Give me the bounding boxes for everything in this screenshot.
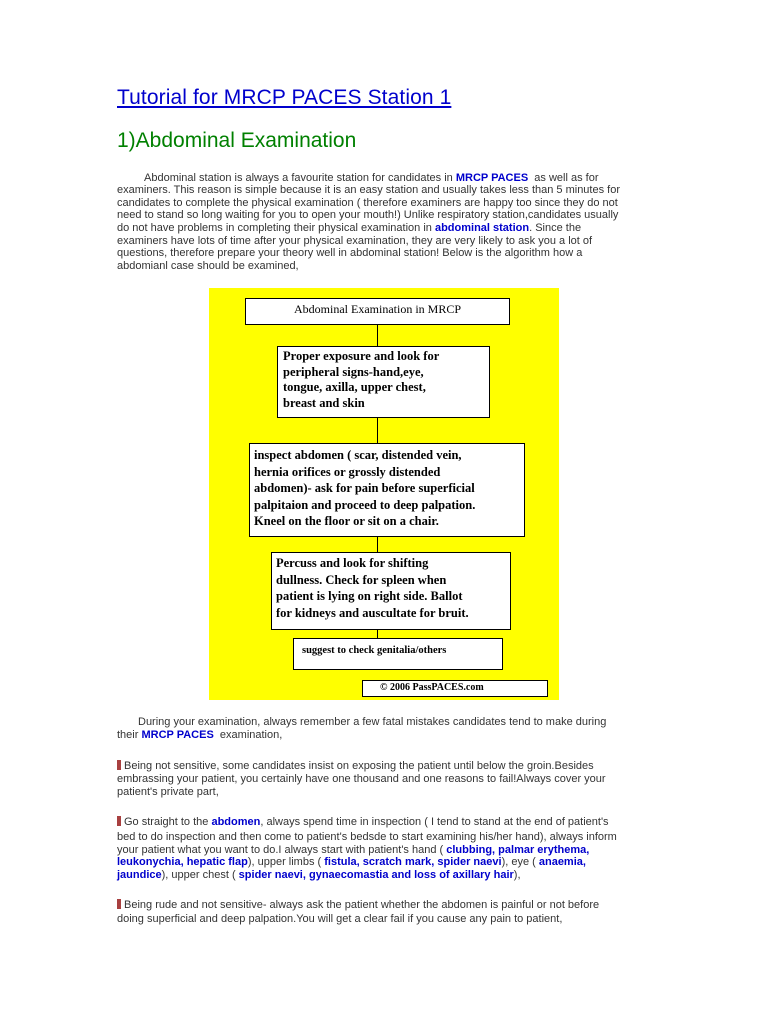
bullet-icon bbox=[117, 760, 121, 770]
flowchart-step-exposure: Proper exposure and look for peripheral signs-hand,eye, tongue, axilla, upper chest, breast and skin bbox=[277, 346, 490, 418]
point-2-line-3: your patient what you want to do.I always start with patient's hand ( clubbing, palmar erythema, bbox=[117, 844, 590, 856]
intro-line-3: candidates to complete the physical examination ( therefore examiners are happy too since they do not bbox=[117, 197, 618, 209]
flowchart-copyright: © 2006 PassPACES.com bbox=[362, 680, 548, 697]
intro-line-7: questions, therefore prepare your theory well in abdominal station! Below is the algorithm how a bbox=[117, 247, 583, 259]
flowchart-header-box: Abdominal Examination in MRCP bbox=[245, 298, 510, 325]
keyword-abdominal-station: abdominal station bbox=[434, 222, 530, 234]
during-line-1: During your examination, always remember a few fatal mistakes candidates tend to make during bbox=[138, 716, 607, 728]
bullet-icon bbox=[117, 816, 121, 826]
intro-line-5: do not have problems in completing their physical examination in abdominal station. Since the bbox=[117, 222, 582, 234]
flowchart-image bbox=[209, 288, 559, 700]
point-2-line-1: Go straight to the abdomen, always spend time in inspection ( I tend to stand at the end of patient's bbox=[117, 816, 609, 828]
flow-connector bbox=[377, 630, 378, 638]
intro-line-4: need to stand so long waiting for you to open your mouth!) Unlike respiratory station,candidates usually bbox=[117, 209, 619, 221]
keyword-abdomen: abdomen bbox=[211, 816, 261, 828]
point-2-line-4: leukonychia, hepatic flap), upper limbs ( fistula, scratch mark, spider naevi), eye ( anaemia, bbox=[117, 856, 586, 868]
intro-line-8: abdomianl case should be examined, bbox=[117, 260, 299, 272]
during-line-2: their MRCP PACES examination, bbox=[117, 729, 283, 741]
flowchart-step-percuss: Percuss and look for shifting dullness. Check for spleen when patient is lying on right side. Ballot for kidneys and auscultate for bruit. bbox=[271, 552, 511, 630]
point-2-line-5: jaundice), upper chest ( spider naevi, gynaecomastia and loss of axillary hair), bbox=[117, 869, 521, 881]
page-title[interactable]: Tutorial for MRCP PACES Station 1 bbox=[117, 86, 452, 109]
flowchart-step-inspect: inspect abdomen ( scar, distended vein, hernia orifices or grossly distended abdomen)- ask for pain before superficial palpitaion and proceed to deep palpation. Kneel on the floor or sit on a chair. bbox=[249, 443, 525, 537]
keyword-mrcp-paces: MRCP PACES bbox=[141, 729, 214, 741]
intro-line-2: examiners. This reason is simple because it is an easy station and usually takes less than 5 minutes for bbox=[117, 184, 620, 196]
point-1-line-1: Being not sensitive, some candidates insist on exposing the patient until below the groin.Besides bbox=[117, 760, 594, 772]
point-1-line-3: patient's private part, bbox=[117, 786, 219, 798]
point-3-line-2: doing superficial and deep palpation.You will get a clear fail if you cause any pain to patient, bbox=[117, 913, 563, 925]
flowchart-step-genitalia: suggest to check genitalia/others bbox=[293, 638, 503, 670]
flow-connector bbox=[377, 325, 378, 346]
point-1-line-2: embrassing your patient, you certainly have one thousand and one reasons to fail!Always cover your bbox=[117, 773, 606, 785]
flow-connector bbox=[377, 418, 378, 443]
intro-line-6: examiners have lots of time after your physical examination, they are very likely to ask you a lot of bbox=[117, 235, 593, 247]
point-2-line-2: bed to do inspection and then come to patient's bedsde to start examining his/her hand), always inform bbox=[117, 831, 617, 843]
section-heading: 1)Abdominal Examination bbox=[117, 129, 357, 152]
intro-line-1: Abdominal station is always a favourite station for candidates in MRCP PACES as well as for bbox=[144, 172, 599, 184]
flow-connector bbox=[377, 537, 378, 552]
bullet-icon bbox=[117, 899, 121, 909]
point-3-line-1: Being rude and not sensitive- always ask the patient whether the abdomen is painful or not before bbox=[117, 899, 599, 911]
keyword-mrcp-paces: MRCP PACES bbox=[455, 172, 529, 184]
